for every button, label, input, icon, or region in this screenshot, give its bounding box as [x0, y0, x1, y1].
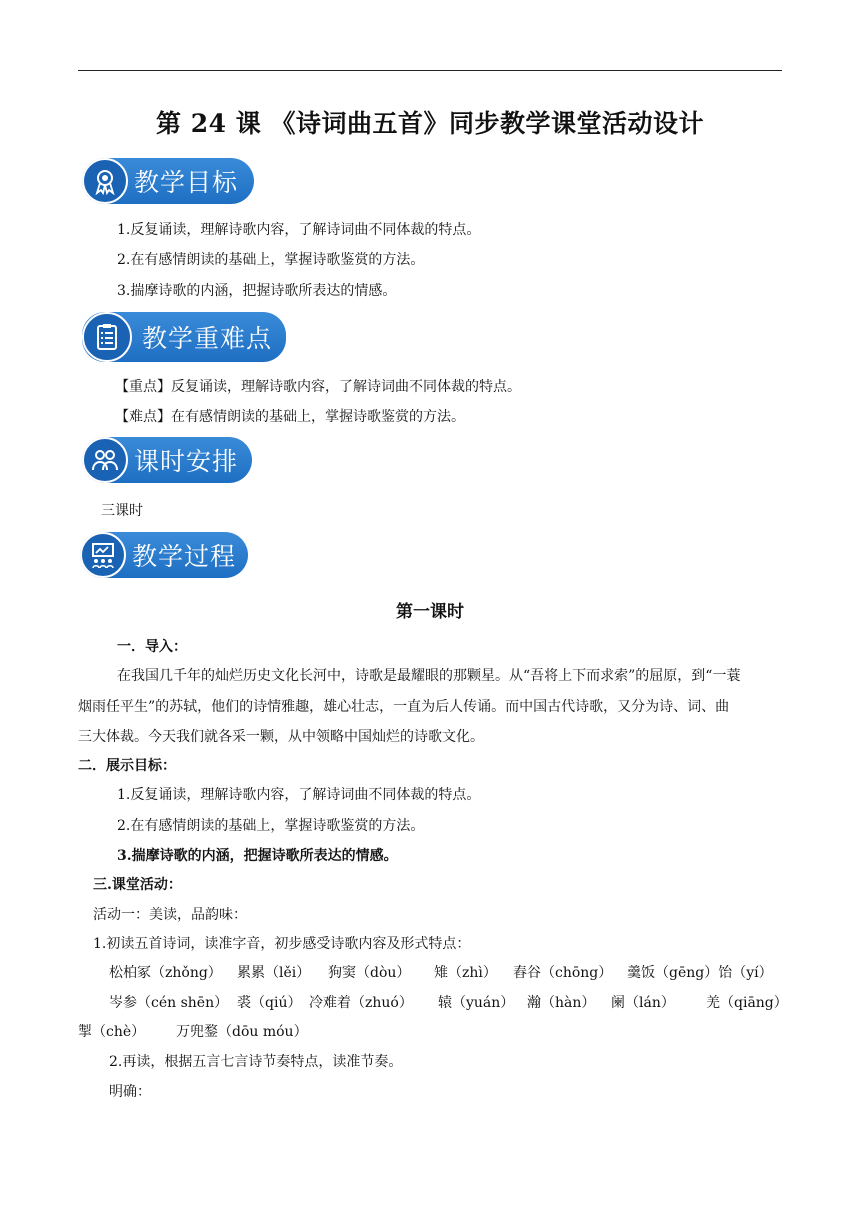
- intro-line-2: 烟雨任平生”的苏轼，他们的诗情雅趣，雄心壮志，一直为后人传诵。而中国古代诗歌，又分为诗、词、曲: [78, 699, 730, 715]
- lesson-title: 第一课时: [396, 602, 464, 622]
- word-item: 松柏冢（zhǒng）: [109, 965, 222, 981]
- step-2: 2.再读，根据五言七言诗节奏特点，读准节奏。: [109, 1054, 403, 1070]
- word-item: 累累（lěi）: [237, 965, 311, 981]
- banner-process-label: 教学过程: [132, 542, 237, 571]
- show-heading: 二．展示目标：: [78, 758, 176, 774]
- word-item: 舂谷（chōng）: [513, 965, 613, 981]
- intro-heading: 一．导入：: [117, 639, 187, 655]
- show-item-1: 1.反复诵读，理解诗歌内容，了解诗词曲不同体裁的特点。: [117, 787, 481, 803]
- banner-schedule-label: 课时安排: [134, 447, 239, 476]
- header-rule: [78, 70, 782, 71]
- banner-process: [80, 532, 248, 578]
- activity-one: 活动一：美读，品韵味：: [93, 907, 247, 923]
- word-item: 羹饭（gēng）饴（yí）: [627, 965, 773, 981]
- show-item-3: 3.揣摩诗歌的内涵，把握诗歌所表达的情感。: [117, 848, 398, 864]
- schedule-text: 三课时: [101, 503, 143, 519]
- word-item: 雉（zhì）: [434, 965, 497, 981]
- people-icon: [82, 437, 128, 483]
- word-item: 阑（lán）: [611, 995, 675, 1011]
- activity-heading: 三.课堂活动：: [93, 877, 182, 893]
- banner-keypoints-label: 教学重难点: [142, 324, 273, 353]
- page-title: 第 24 课 《诗词曲五首》同步教学课堂活动设计: [156, 109, 704, 138]
- goal-item-1: 1.反复诵读，理解诗歌内容，了解诗词曲不同体裁的特点。: [117, 222, 481, 238]
- word-item: 辕（yuán）: [438, 995, 515, 1011]
- word-item: 掣（chè）: [78, 1024, 146, 1040]
- goal-item-3: 3.揣摩诗歌的内涵，把握诗歌所表达的情感。: [117, 283, 397, 299]
- presentation-icon: [80, 532, 126, 578]
- word-item: 瀚（hàn）: [527, 995, 596, 1011]
- key-point: 【重点】反复诵读，理解诗歌内容，了解诗词曲不同体裁的特点。: [115, 379, 521, 395]
- clipboard-icon: [82, 312, 132, 362]
- banner-keypoints: [82, 312, 286, 362]
- word-item: 岑参（cén shēn）: [109, 995, 229, 1011]
- word-item: 裘（qiú）: [237, 995, 302, 1011]
- intro-line-1: 在我国几千年的灿烂历史文化长河中，诗歌是最耀眼的那颗星。从“吾将上下而求索”的屈原，到“一蓑: [117, 668, 741, 684]
- clarify-label: 明确：: [109, 1084, 151, 1100]
- goal-item-2: 2.在有感情朗读的基础上，掌握诗歌鉴赏的方法。: [117, 252, 425, 268]
- show-item-2: 2.在有感情朗读的基础上，掌握诗歌鉴赏的方法。: [117, 818, 425, 834]
- word-item: 冷难着（zhuó）: [309, 995, 413, 1011]
- word-item: 万兜鍪（dōu móu）: [176, 1024, 308, 1040]
- award-icon: [82, 158, 128, 204]
- banner-schedule: [82, 437, 252, 483]
- difficult-point: 【难点】在有感情朗读的基础上，掌握诗歌鉴赏的方法。: [115, 409, 465, 425]
- word-item: 狗窦（dòu）: [328, 965, 411, 981]
- intro-line-3: 三大体裁。今天我们就各采一颗，从中领略中国灿烂的诗歌文化。: [78, 729, 484, 745]
- word-item: 羌（qiāng）: [706, 995, 788, 1011]
- step-1: 1.初读五首诗词，读准字音，初步感受诗歌内容及形式特点：: [93, 936, 471, 952]
- banner-goals: [82, 158, 254, 204]
- banner-goals-label: 教学目标: [134, 168, 239, 197]
